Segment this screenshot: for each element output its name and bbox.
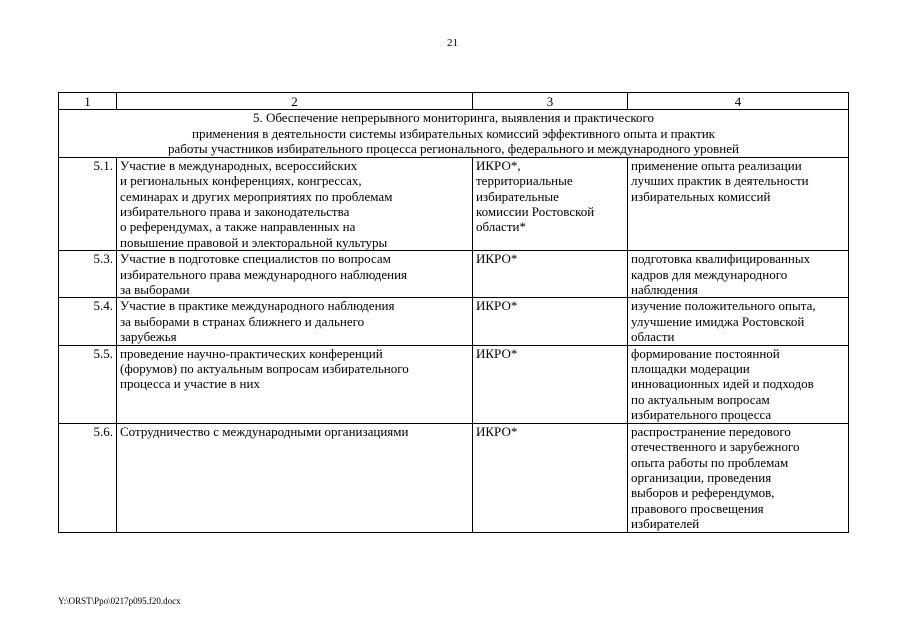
result-cell-line: улучшение имиджа Ростовской	[631, 313, 805, 329]
result-cell-line: подготовка квалифицированных	[631, 251, 811, 267]
activity-cell-line: процесса и участие в них	[120, 376, 260, 392]
result-cell-line: организации, проведения	[631, 469, 772, 485]
activity-cell-line: семинарах и других мероприятиях по проблемам	[120, 188, 393, 204]
row-number: 5.3.	[59, 251, 117, 298]
result-cell	[628, 251, 849, 298]
activity-cell-line: о референдумах, а также направленных на	[120, 219, 356, 235]
executor-cell-line: ИКРО*,	[476, 157, 521, 173]
result-cell-line: формирование постоянной	[631, 345, 780, 361]
activity-cell-line: и региональных конференциях, конгрессах,	[120, 173, 362, 189]
activity-cell-line: зарубежья	[120, 329, 177, 345]
activity-cell-line: (форумов) по актуальным вопросам избирательного	[120, 361, 409, 377]
table-row	[59, 251, 849, 298]
table-body	[59, 157, 849, 532]
result-cell	[628, 157, 849, 250]
result-cell-line: применение опыта реализации	[631, 157, 802, 173]
table-row	[59, 298, 849, 345]
result-cell-line: избирателей	[631, 516, 700, 532]
activity-cell-line: Участие в практике международного наблюдения	[120, 298, 395, 314]
activity-cell-line: повышение правовой и электоральной культуры	[120, 234, 388, 250]
result-cell-line: правового просвещения	[631, 500, 764, 516]
activity-cell-line: Участие в международных, всероссийских	[120, 157, 358, 173]
result-cell-line: отечественного и зарубежного	[631, 439, 800, 455]
column-header-1: 1	[59, 93, 117, 110]
result-cell-line: опыта работы по проблемам	[631, 454, 789, 470]
activity-cell-line: избирательного права и законодательства	[120, 204, 350, 219]
activity-cell-line: Сотрудничество с международными организациями	[120, 423, 409, 439]
section-title-line: 5. Обеспечение непрерывного мониторинга, выявления и практического	[252, 110, 655, 125]
result-cell	[628, 423, 849, 532]
activity-cell	[117, 423, 473, 532]
executor-cell	[473, 423, 628, 532]
result-cell-line: области	[631, 329, 675, 345]
result-cell-line: по актуальным вопросам	[631, 391, 770, 407]
result-cell-line: инновационных идей и подходов	[631, 376, 814, 392]
activity-cell-line: проведение научно-практических конференций	[120, 345, 383, 361]
activity-cell	[117, 251, 473, 298]
executor-cell	[473, 345, 628, 423]
result-cell-line: избирательных комиссий	[631, 188, 771, 204]
section-title-line: применения в деятельности системы избирательных комиссий эффективного опыта и практик	[192, 125, 715, 141]
result-cell-line: наблюдения	[631, 282, 698, 298]
executor-cell-line: ИКРО*	[476, 298, 518, 314]
table-row	[59, 423, 849, 532]
column-header-2: 2	[117, 93, 473, 110]
executor-cell-line: ИКРО*	[476, 423, 518, 439]
row-number: 5.5.	[59, 345, 117, 423]
activity-cell	[117, 157, 473, 250]
result-cell-line: избирательного процесса	[631, 407, 772, 423]
executor-cell	[473, 157, 628, 250]
activity-cell-line: избирательного права международного наблюдения	[120, 266, 408, 282]
executor-cell-line: территориальные	[476, 173, 573, 189]
result-cell-line: лучших практик в деятельности	[631, 173, 809, 189]
activity-cell	[117, 298, 473, 345]
section-title	[59, 110, 849, 158]
executor-cell-line: избирательные	[476, 188, 559, 204]
activity-cell-line: Участие в подготовке специалистов по вопросам	[120, 251, 391, 267]
column-header-4: 4	[628, 93, 849, 110]
result-cell-line: площадки модерации	[631, 361, 750, 377]
executor-cell	[473, 298, 628, 345]
row-number: 5.6.	[59, 423, 117, 532]
section-row	[59, 110, 849, 158]
section-title-line: работы участников избирательного процесса регионального, федерального и международного уровней	[167, 141, 739, 157]
executor-cell-line: области*	[476, 219, 526, 235]
table-header-row	[59, 93, 849, 110]
executor-cell	[473, 251, 628, 298]
file-path: Y:\ORST\Ppo\0217p095.f20.docx	[58, 596, 181, 606]
activity-cell	[117, 345, 473, 423]
result-cell-line: кадров для международного	[631, 266, 788, 282]
page-number: 21	[447, 37, 458, 49]
executor-cell-line: ИКРО*	[476, 345, 518, 361]
executor-cell-line: комиссии Ростовской	[476, 204, 595, 219]
column-header-3: 3	[473, 93, 628, 110]
result-cell	[628, 345, 849, 423]
activity-cell-line: за выборами	[120, 282, 190, 298]
row-number: 5.1.	[59, 157, 117, 250]
row-number: 5.4.	[59, 298, 117, 345]
result-cell-line: изучение положительного опыта,	[631, 298, 816, 314]
activities-table	[58, 92, 849, 533]
table-row	[59, 157, 849, 250]
result-cell	[628, 298, 849, 345]
result-cell-line: распространение передового	[631, 423, 791, 439]
activity-cell-line: за выборами в странах ближнего и дальнего	[120, 313, 365, 329]
table-row	[59, 345, 849, 423]
executor-cell-line: ИКРО*	[476, 251, 518, 267]
result-cell-line: выборов и референдумов,	[631, 485, 775, 501]
